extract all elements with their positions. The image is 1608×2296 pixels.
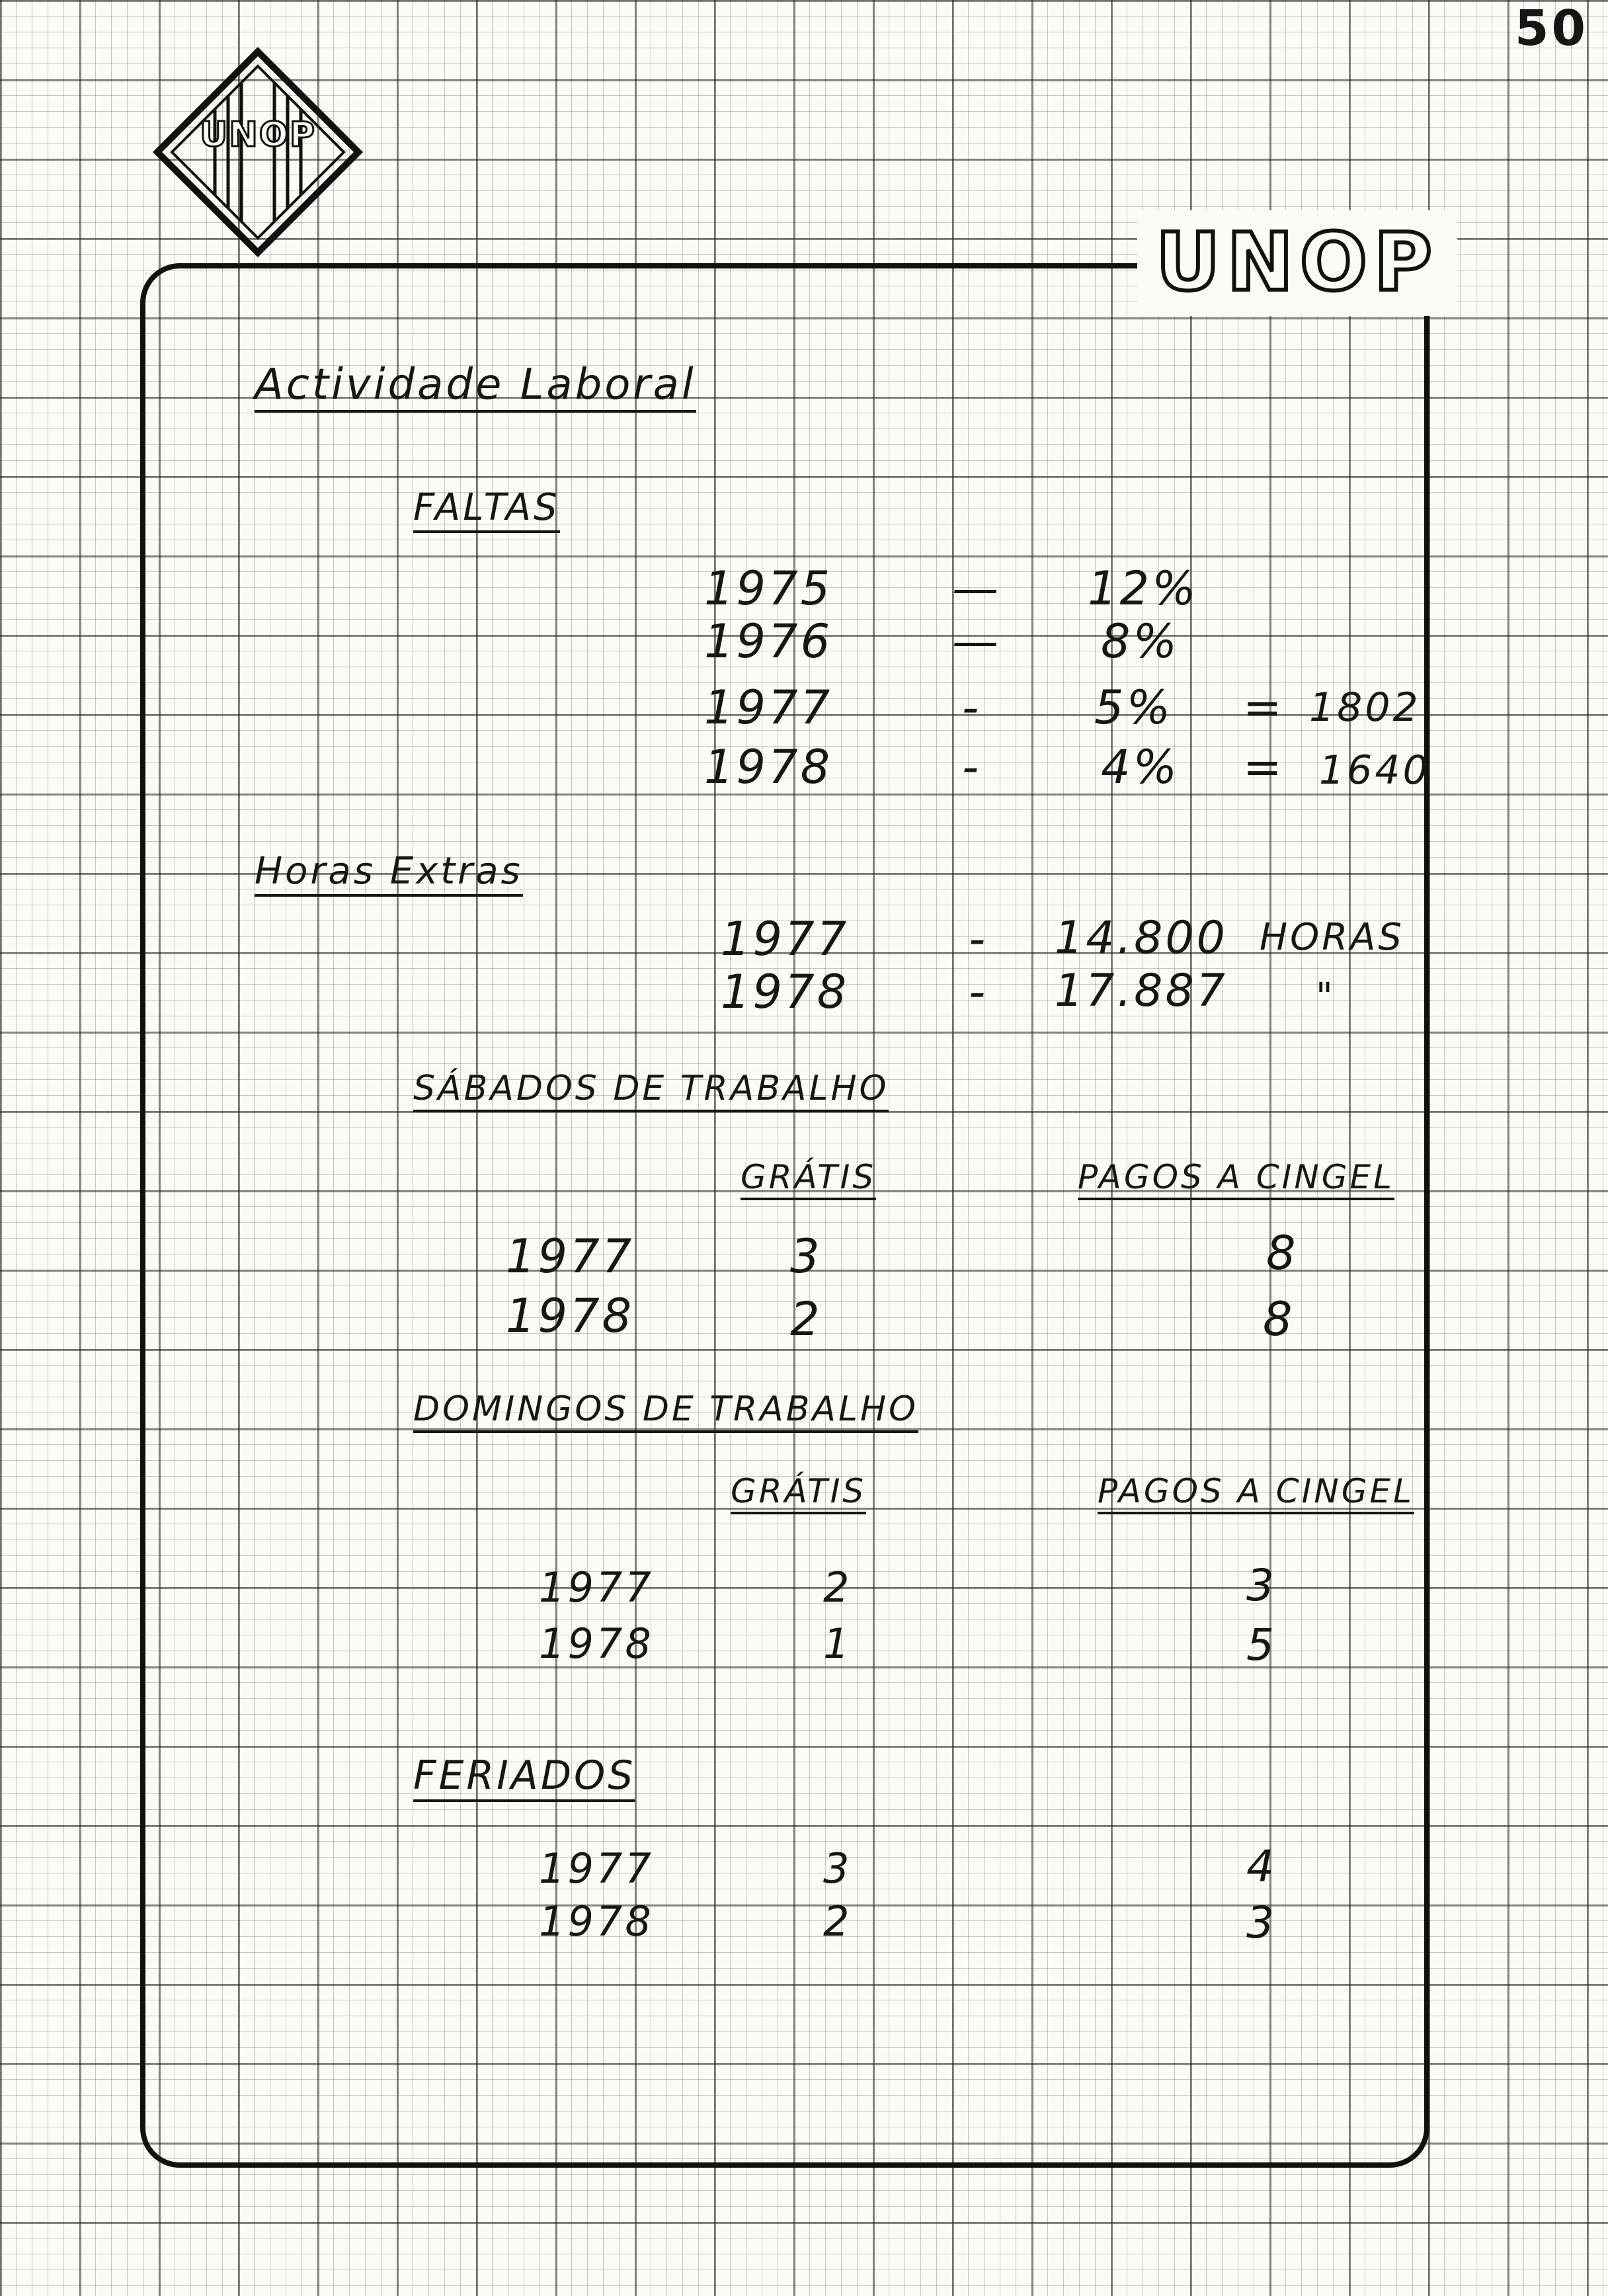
domingos-year: 1977 <box>539 1563 654 1612</box>
sabados-col-pagos: PAGOS A CINGEL <box>1078 1161 1394 1200</box>
page-number: 50 <box>1515 0 1588 57</box>
faltas-dash: — <box>952 561 1001 616</box>
sabados-gratis: 3 <box>790 1229 823 1284</box>
faltas-percentage: 12% <box>1088 561 1199 616</box>
domingos-heading: DOMINGOS DE TRABALHO <box>413 1392 918 1433</box>
domingos-gratis: 2 <box>823 1563 852 1612</box>
faltas-equals: = <box>1243 680 1285 735</box>
feriados-pagos: 4 <box>1246 1841 1277 1892</box>
sabados-year: 1978 <box>506 1289 635 1343</box>
feriados-heading: FERIADOS <box>413 1756 635 1802</box>
faltas-dash: - <box>962 740 982 794</box>
horas-value: 14.800 <box>1055 912 1228 964</box>
horas-year: 1977 <box>721 912 850 966</box>
sabados-pagos: 8 <box>1263 1292 1295 1346</box>
feriados-year: 1978 <box>539 1897 654 1946</box>
domingos-col-gratis: GRÁTIS <box>731 1475 866 1514</box>
sabados-year: 1977 <box>506 1229 635 1284</box>
horas-unit: HORAS <box>1260 916 1404 959</box>
faltas-equals: = <box>1243 740 1285 794</box>
horas-dash: - <box>969 912 988 966</box>
feriados-year: 1977 <box>539 1844 654 1893</box>
sabados-heading: SÁBADOS DE TRABALHO <box>413 1071 889 1112</box>
horas-year: 1978 <box>721 965 850 1019</box>
domingos-pagos: 5 <box>1246 1620 1277 1670</box>
domingos-year: 1978 <box>539 1620 654 1668</box>
horas-extras-heading: Horas Extras <box>255 853 523 897</box>
feriados-gratis: 3 <box>823 1844 852 1893</box>
document-frame <box>140 263 1429 2168</box>
faltas-year: 1976 <box>704 614 833 669</box>
horas-value: 17.887 <box>1055 965 1228 1017</box>
faltas-value: 1640 <box>1319 747 1431 794</box>
domingos-gratis: 1 <box>823 1620 852 1668</box>
sabados-pagos: 8 <box>1266 1226 1299 1280</box>
domingos-pagos: 3 <box>1246 1560 1277 1611</box>
domingos-col-pagos: PAGOS A CINGEL <box>1098 1475 1414 1514</box>
brand-label: UNOP <box>1137 210 1457 316</box>
faltas-dash: — <box>952 614 1001 669</box>
faltas-value: 1802 <box>1309 684 1421 731</box>
faltas-percentage: 8% <box>1101 614 1180 669</box>
faltas-heading: FALTAS <box>413 489 560 533</box>
faltas-dash: - <box>962 680 982 735</box>
faltas-year: 1977 <box>704 680 833 735</box>
feriados-gratis: 2 <box>823 1897 852 1946</box>
faltas-percentage: 4% <box>1101 740 1180 794</box>
faltas-year: 1975 <box>704 561 833 616</box>
sabados-col-gratis: GRÁTIS <box>741 1161 876 1200</box>
faltas-year: 1978 <box>704 740 833 794</box>
horas-unit: " <box>1316 975 1336 1018</box>
horas-dash: - <box>969 965 988 1019</box>
logo-caption: UNOP <box>199 115 317 155</box>
faltas-percentage: 5% <box>1094 680 1174 735</box>
page-title: Actividade Laboral <box>255 364 696 413</box>
sabados-gratis: 2 <box>790 1292 823 1346</box>
feriados-pagos: 3 <box>1246 1897 1277 1948</box>
